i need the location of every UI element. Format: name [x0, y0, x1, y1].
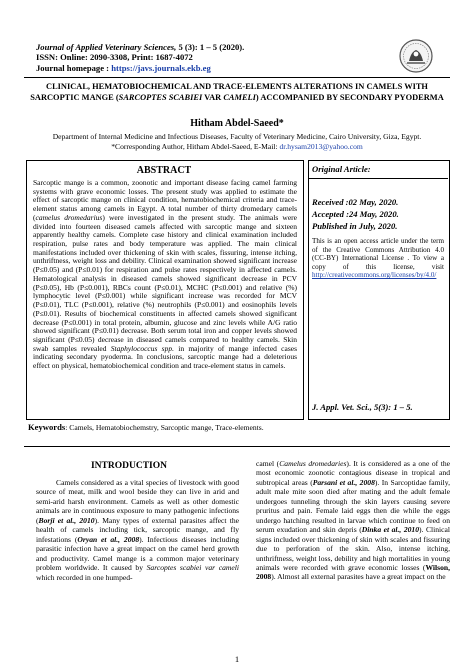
journal-volume: 5 (3): 1 – 5 (2020).	[178, 42, 245, 52]
abstract-part-a: Sarcoptic mange is a common, zoonotic and important disease facing camel farming systems with grave economic losses. The present study was applied to estimate the effect of sarcoptic mange on clinical condition, hematobiochemical criteria and trace-element status among camels in Egypt. A total number of thirty dromedary camels (	[33, 178, 297, 222]
author-name: Hitham Abdel-Saeed*	[190, 118, 284, 129]
homepage-line	[36, 63, 356, 73]
intro-left-c: ). Infectious diseases including parasitic infection have a great impact on the camel herd growth and productivity. Camel mange is a common major veterinary problem worldwide. It caused by	[36, 534, 240, 573]
citation-ref: Parsani et al., 2008	[312, 477, 375, 487]
citation-ref: Borji et al., 2010	[38, 515, 95, 525]
abstract-part-c: in majority of mange infected cases indicating secondary pyoderma. In conclusions, sarcoptic mange had a deleterious effect on physical, hematobiochemical condition and trace-element status in camels.	[33, 343, 298, 371]
keywords-label: Keywords	[28, 422, 66, 432]
article-dates	[312, 196, 446, 232]
journal-logo-icon	[398, 38, 434, 74]
intro-right-c: ). In Sarcoptidae family, adult male mite soon died after mating and the adult female undergoes tunneling through the skin layers causing severe pruritus and pain. Female laid eggs then die while the eggs undergo hatching resulted in larvae which continue to feed on serum exudation and skin depris (	[256, 477, 450, 535]
intro-right-d: ). Clinical signs included over thickening of skin with scales and fissuring due to perforation of the skin. Also, intense itching, unthriftness, weight loss, debility and high mortalities in young animals were recorded with grave economic losses (	[256, 525, 450, 572]
title-italic-2: CAMELI	[223, 92, 256, 102]
article-info-divider	[308, 178, 448, 179]
license-link[interactable]: http://creativecommons.org/licenses/by/4.0/	[312, 271, 437, 280]
published-date: Published in July, 2020.	[312, 221, 398, 231]
abstract-text	[33, 179, 297, 371]
introduction-heading: INTRODUCTION	[90, 461, 167, 471]
paper-title	[24, 82, 450, 103]
intro-left-d: which recorded in one humped-	[36, 572, 133, 582]
department-line: Department of Internal Medicine and Infectious Diseases, Faculty of Veterinary Medicine, Cairo University, Giza, Egypt.	[52, 132, 422, 141]
introduction-right-column	[256, 459, 450, 582]
header-rule	[24, 77, 450, 78]
received-date: Received :02 May, 2020.	[312, 197, 399, 207]
accepted-date: Accepted :24 May, 2020.	[312, 209, 399, 219]
title-italic-1: SARCOPTES SCABIEI	[118, 92, 203, 102]
citation-ref: Dinka et al., 2010	[361, 525, 420, 535]
journal-citation-line	[36, 42, 356, 52]
journal-header	[36, 42, 356, 73]
species-name: Sarcoptes scabiei var cameli	[146, 563, 239, 573]
intro-right-b: ). It is considered as a one of the most economic zoonotic contagious disease in tropical and subtropical areas (	[256, 459, 450, 487]
citation-ref: Oryan et al., 2008	[77, 534, 140, 544]
homepage-label: Journal homepage :	[36, 62, 112, 73]
intro-left-a: Camels considered as a vital species of livestock with good source of meat, milk and wool beside they can live in arid and semi-arid harsh environment. Camels as well as other domestic animals are in continuous exposure to many pathogenic infections (	[36, 478, 239, 525]
abstract-bacteria: Staphylococcus spp.	[110, 343, 174, 353]
homepage-link[interactable]: https://javs.journals.ekb.eg	[111, 62, 211, 73]
species-name: Camelus dromedaries	[279, 459, 347, 468]
abstract-part-b: ) were investigated in the present study. The animals were divided into fourteen diseased camels affected with sarcoptic mange and sixteen apparently healthy camels. Complete case history and clinical examination included respiration, pulse rates and body temperature was applied. The main clinical manifestations included over thickening of skin with scales, fissuring, intense itching, unthriftness, weight loss and debility. Clinical examination showed significant increase (P≤0.05) and (P≤0.01) for respiration and pulse rates respectively in affected camels. Hematological analysis in diseased camels showed significant decrease in PCV (P≤0.05), Hb (P≤0.001), RBCs count (P≤0.01), MCHC (P≤0.001) and relative (%) lymphocytic level (P≤0.001) while significant increase was recorded for MCV (P≤0.01), TLC (P≤0.001), relative (%) neutrophils (P≤0.001) and eosinophils levels (P≤0.01). Results of biochemical constituents in affected camels showed significant decrease (P≤0.001) in total protein, albumin, glucose and zinc levels while A/G ratio showed significant (P≤0.01) decrease. Both serum total iron and copper levels showed significant (P≤0.05) decrease in diseased camels compared to healthy camels. Skin swab samples revealed	[33, 212, 298, 353]
title-text-3: ) ACCOMPANIED BY SECONDARY PYODERMA	[255, 92, 444, 102]
journal-name: Journal of Applied Veterinary Sciences,	[36, 42, 179, 52]
title-text-2: VAR	[202, 92, 224, 102]
corresponding-line	[24, 142, 450, 152]
introduction-left-column	[36, 478, 239, 582]
author-email-link[interactable]: dr.hysam2013@yahoo.com	[279, 141, 363, 151]
license-body: This is an open access article under the term of the Creative Commons Attribution 4.0 (CC-BY) International License . To view a copy of this license, visit	[312, 237, 444, 271]
keywords	[28, 423, 448, 432]
keywords-rule	[24, 446, 450, 447]
page-number: 1	[234, 654, 240, 664]
title-text-1: CLINICAL, HEMATOBIOCHEMICAL AND TRACE-ELEMENTS ALTERATIONS IN CAMELS WITH SARCOPTIC MANGE (	[30, 82, 428, 102]
keywords-list: : Camels, Hematobiochemstry, Sarcoptic mange, Trace-elements.	[65, 423, 264, 432]
abstract-species: camelus dromedarius	[35, 212, 103, 222]
abstract-heading: ABSTRACT	[136, 165, 192, 176]
article-type-heading: Original Article:	[312, 164, 371, 174]
intro-left-b: ). Many types of external parasites affect the health of camels including tick, sarcoptic mange, and fly infestations (	[36, 515, 239, 544]
issn-line: ISSN: Online: 2090-3308, Print: 1687-4072	[36, 52, 193, 63]
affiliation	[24, 132, 450, 152]
citation-ref: Wilson, 2008	[256, 562, 450, 582]
intro-right-e: ). Almost all external parasites have a great impact on the	[271, 572, 446, 582]
citation: J. Appl. Vet. Sci., 5(3): 1 – 5.	[312, 402, 413, 412]
corresponding-label: *Corresponding Author, Hitham Abdel-Saeed, E-Mail:	[111, 141, 280, 151]
intro-right-a: camel (	[256, 459, 280, 468]
license-text	[312, 237, 444, 280]
